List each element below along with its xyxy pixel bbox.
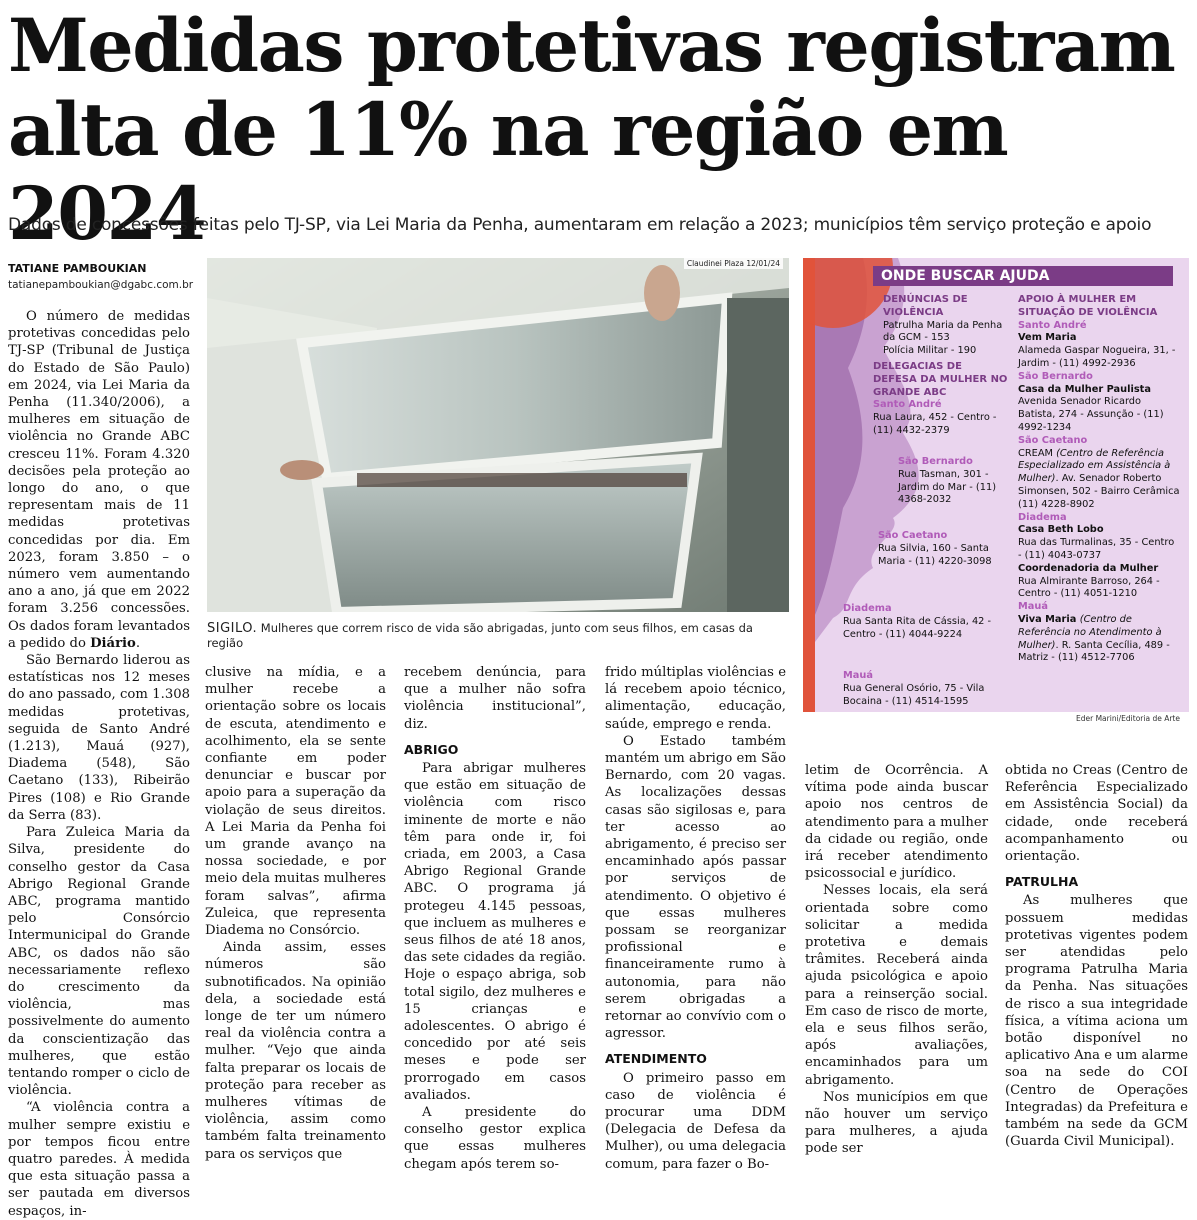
paragraph: obtida no Creas (Centro de Referência Especializado em Assistência Social) da cidade, onde receberá acompanhamento ou orientação. xyxy=(1005,763,1188,865)
city-santo-andre: Santo André xyxy=(873,399,942,411)
article-photo xyxy=(207,258,789,612)
article-column-1 xyxy=(8,308,190,1220)
paragraph: A presidente do conselho gestor explica que essas mulheres chegam após terem so- xyxy=(404,1105,586,1172)
paragraph: letim de Ocorrência. A vítima pode ainda buscar apoio nos centros de atendimento para a mulher da cidade ou região, onde irá receber atendimento psicossocial e jurídico. xyxy=(805,763,988,882)
entry-casa-mulher: Casa da Mulher Paulista xyxy=(1018,383,1151,395)
city-sao-caetano: São Caetano xyxy=(1018,434,1088,446)
entry-viva-maria: Viva Maria (Centro de Referência no Atendimento à Mulher). R. Santa Cecília, 489 - Matriz - (11) 4512-7706 xyxy=(1018,613,1170,664)
help-box-delegacia-ma xyxy=(843,670,1008,708)
caption-text: Mulheres que correm risco de vida são abrigadas, junto com seus filhos, em casas da região xyxy=(207,621,753,650)
help-box-delegacia-sc xyxy=(878,530,1008,568)
city-maua: Mauá xyxy=(1018,601,1048,613)
paragraph: Nos municípios em que não houver um serviço para mulheres, a ajuda pode ser xyxy=(805,1089,988,1157)
help-box-delegacias xyxy=(873,361,1008,438)
entry-delegacia-di: Rua Santa Rita de Cássia, 42 - Centro - (11) 4044-9224 xyxy=(843,615,992,640)
city-santo-andre: Santo André xyxy=(1018,319,1087,331)
city-sao-bernardo: São Bernardo xyxy=(1018,370,1093,382)
entry-delegacia-sc: Rua Silvia, 160 - Santa Maria - (11) 4220-3098 xyxy=(878,542,992,567)
entry-vem-maria-address: Alameda Gaspar Nogueira, 31, - Jardim - (11) 4992-2936 xyxy=(1018,345,1176,369)
paragraph: frido múltiplas violências e lá recebem apoio técnico, alimentação, educação, saúde, emprego e renda. xyxy=(605,665,786,732)
city-sao-bernardo: São Bernardo xyxy=(898,456,973,467)
help-box-credit: Eder Marini/Editoria de Arte xyxy=(1076,714,1180,723)
entry-coordenadoria-address: Rua Almirante Barroso, 264 - Centro - (11) 4051-1210 xyxy=(1018,575,1160,600)
help-box-right-list xyxy=(1018,294,1180,665)
headline-line-1: Medidas protetivas registram xyxy=(8,3,1175,89)
article-column-2 xyxy=(205,664,386,1163)
heading-denuncias: DENÚNCIAS DE VIOLÊNCIA xyxy=(883,294,968,318)
city-sao-caetano: São Caetano xyxy=(878,530,948,541)
photo-credit: Claudinei Plaza 12/01/24 xyxy=(684,258,783,269)
section-heading-abrigo: ABRIGO xyxy=(404,741,459,757)
entry-vem-maria: Vem Maria xyxy=(1018,332,1077,344)
headline-line-2: alta de 11% na região em 2024 xyxy=(8,87,1008,257)
help-box-delegacia-di xyxy=(843,603,1008,641)
paragraph: Para Zuleica Maria da Silva, presidente do conselho gestor da Casa Abrigo Regional Grande ABC, programa mantido pelo Consórcio Intermunicipal do Grande ABC, os dados não são necessariamente reflexo do crescimento da violência, mas possivelmente do aumento da conscientização das mulheres, que estão tentando romper o ciclo de violência. xyxy=(8,825,190,1099)
section-heading-patrulha: PATRULHA xyxy=(1005,874,1079,890)
help-box-left-list xyxy=(883,294,1013,358)
city-maua: Mauá xyxy=(843,670,873,681)
entry-coordenadoria: Coordenadoria da Mulher xyxy=(1018,562,1159,574)
article-column-6 xyxy=(1005,762,1188,1150)
paragraph: O primeiro passo em caso de violência é procurar uma DDM (Delegacia de Defesa da Mulher), ou uma delegacia comum, para fazer o Bo- xyxy=(605,1070,786,1172)
help-box-delegacia-sb xyxy=(898,456,1008,507)
entry-pm: Polícia Militar - 190 xyxy=(883,345,977,357)
entry-delegacia-sb: Rua Tasman, 301 - Jardim do Mar - (11) 4368-2032 xyxy=(898,468,997,506)
paragraph: O número de medidas protetivas concedidas pelo TJ-SP (Tribunal de Justiça do Estado de São Paulo) em 2024, via Lei Maria da Penha (11.340/2006), a mulheres em situação de violência no Grande ABC cresceu 11%. Foram 4.320 decisões pela proteção ao longo do ano, o que representam mais de 11 medidas protetivas concedidas por dia. Em 2023, foram 3.850 – o número vem aumentando ano a ano, já que em 2022 foram 3.256 concessões. Os dados foram levantados a pedido do Diário. xyxy=(8,309,190,651)
entry-patrulha: Patrulha Maria da Penha da GCM - 153 xyxy=(883,319,1003,344)
paragraph: Ainda assim, esses números são subnotificados. Na opinião dela, a sociedade está longe de ter um número real da violência contra a mulher. “Vejo que ainda falta preparar os locais de proteção para receber as mulheres vítimas de violência, assim como também falta treinamento para os serviços que xyxy=(205,940,386,1162)
caption-label: SIGILO. xyxy=(207,621,258,636)
entry-casa-mulher-address: Avenida Senador Ricardo Batista, 274 - Assunção - (11) 4992-1234 xyxy=(1018,396,1164,433)
paragraph: O Estado também mantém um abrigo em São Bernardo, com 20 vagas. As localizações dessas casas são sigilosas e, para ter acesso ao abrigamento, é preciso ser encaminhado após passar por serviços de atendimento. O objetivo é que essas mulheres possam se reorganizar profissional e financeiramente rumo à autonomia, para não serem obrigadas a retornar ao convívio com o agressor. xyxy=(605,733,786,1042)
city-diadema: Diadema xyxy=(1018,511,1067,523)
entry-delegacia-sa: Rua Laura, 452 - Centro - (11) 4432-2379 xyxy=(873,412,997,436)
author-email[interactable]: tatianepamboukian@dgabc.com.br xyxy=(8,279,194,291)
entry-cream: CREAM (Centro de Referência Especializado em Assistência à Mulher). Av. Senador Roberto Simonsen, 502 - Bairro Cerâmica (11) 4228-8902 xyxy=(1018,447,1180,510)
article-column-4 xyxy=(605,664,786,1173)
paragraph: São Bernardo liderou as estatísticas nos 12 meses do ano passado, com 1.308 medidas protetivas, seguida de Santo André (1.213), Mauá (927), Diadema (548), São Caetano (133), Ribeirão Pires (108) e Rio Grande da Serra (83). xyxy=(8,653,190,823)
paragraph: “A violência contra a mulher sempre existiu e por tempos ficou entre quatro paredes. À medida que esta situação passa a ser pautada em diversos espaços, in- xyxy=(8,1100,190,1219)
paragraph: recebem denúncia, para que a mulher não sofra violência institucional”, diz. xyxy=(404,665,586,732)
photo-illustration xyxy=(207,258,789,612)
section-heading-atendimento: ATENDIMENTO xyxy=(605,1051,707,1067)
paragraph: Nesses locais, ela será orientada sobre como solicitar a medida protetiva e demais trâmites. Receberá ainda ajuda psicológica e apoio para a reinserção social. Em caso de risco de morte, ela e seus filhos serão, após avaliações, encaminhados para um abrigamento. xyxy=(805,883,988,1088)
paragraph: Para abrigar mulheres que estão em situação de violência com risco iminente de morte e não têm para onde ir, foi criada, em 2003, a Casa Abrigo Regional Grande ABC. O programa já protegeu 4.145 pessoas, que incluem as mulheres e seus filhos de até 18 anos, das sete cidades da região. Hoje o espaço abriga, sob total sigilo, dez mulheres e 15 crianças e adolescentes. O abrigo é concedido por até seis meses e pode ser prorrogado em casos avaliados. xyxy=(404,761,586,1103)
entry-beth-lobo: Casa Beth Lobo xyxy=(1018,524,1104,536)
article-column-5 xyxy=(805,762,988,1158)
article-column-3 xyxy=(404,664,586,1173)
paragraph: As mulheres que possuem medidas protetivas vigentes podem ser atendidas pelo programa Patrulha Maria da Penha. Nas situações de risco a sua integridade física, a vítima aciona um botão disponível no aplicativo Ana e um alarme soa na sede do COI (Centro de Operações Integradas) da Prefeitura e também na sede da GCM (Guarda Civil Municipal). xyxy=(1005,893,1188,1150)
help-box-title: ONDE BUSCAR AJUDA xyxy=(881,268,1050,284)
heading-apoio: APOIO À MULHER EM SITUAÇÃO DE VIOLÊNCIA xyxy=(1018,294,1158,318)
entry-beth-lobo-address: Rua das Turmalinas, 35 - Centro - (11) 4043-0737 xyxy=(1018,537,1175,561)
help-box xyxy=(803,258,1189,712)
photo-caption xyxy=(207,621,789,650)
heading-delegacias: DELEGACIAS DE DEFESA DA MULHER NO GRANDE ABC xyxy=(873,361,1008,398)
author-byline: TATIANE PAMBOUKIAN xyxy=(8,262,147,275)
subheadline: Dados de concessões feitas pelo TJ-SP, via Lei Maria da Penha, aumentaram em relação a 2023; municípios têm serviço proteção e apoio xyxy=(8,215,1152,235)
entry-delegacia-ma: Rua General Osório, 75 - Vila Bocaina - (11) 4514-1595 xyxy=(843,682,985,707)
city-diadema: Diadema xyxy=(843,603,892,614)
paragraph: clusive na mídia, e a mulher recebe a orientação sobre os locais de escuta, atendimento e acolhimento, ela se sente confiante em poder denunciar e buscar por apoio para a superação da violação de seus direitos. A Lei Maria da Penha foi um grande avanço na nossa sociedade, e por meio dela muitas mulheres foram salvas”, afirma Zuleica, que representa Diadema no Consórcio. xyxy=(205,665,386,939)
